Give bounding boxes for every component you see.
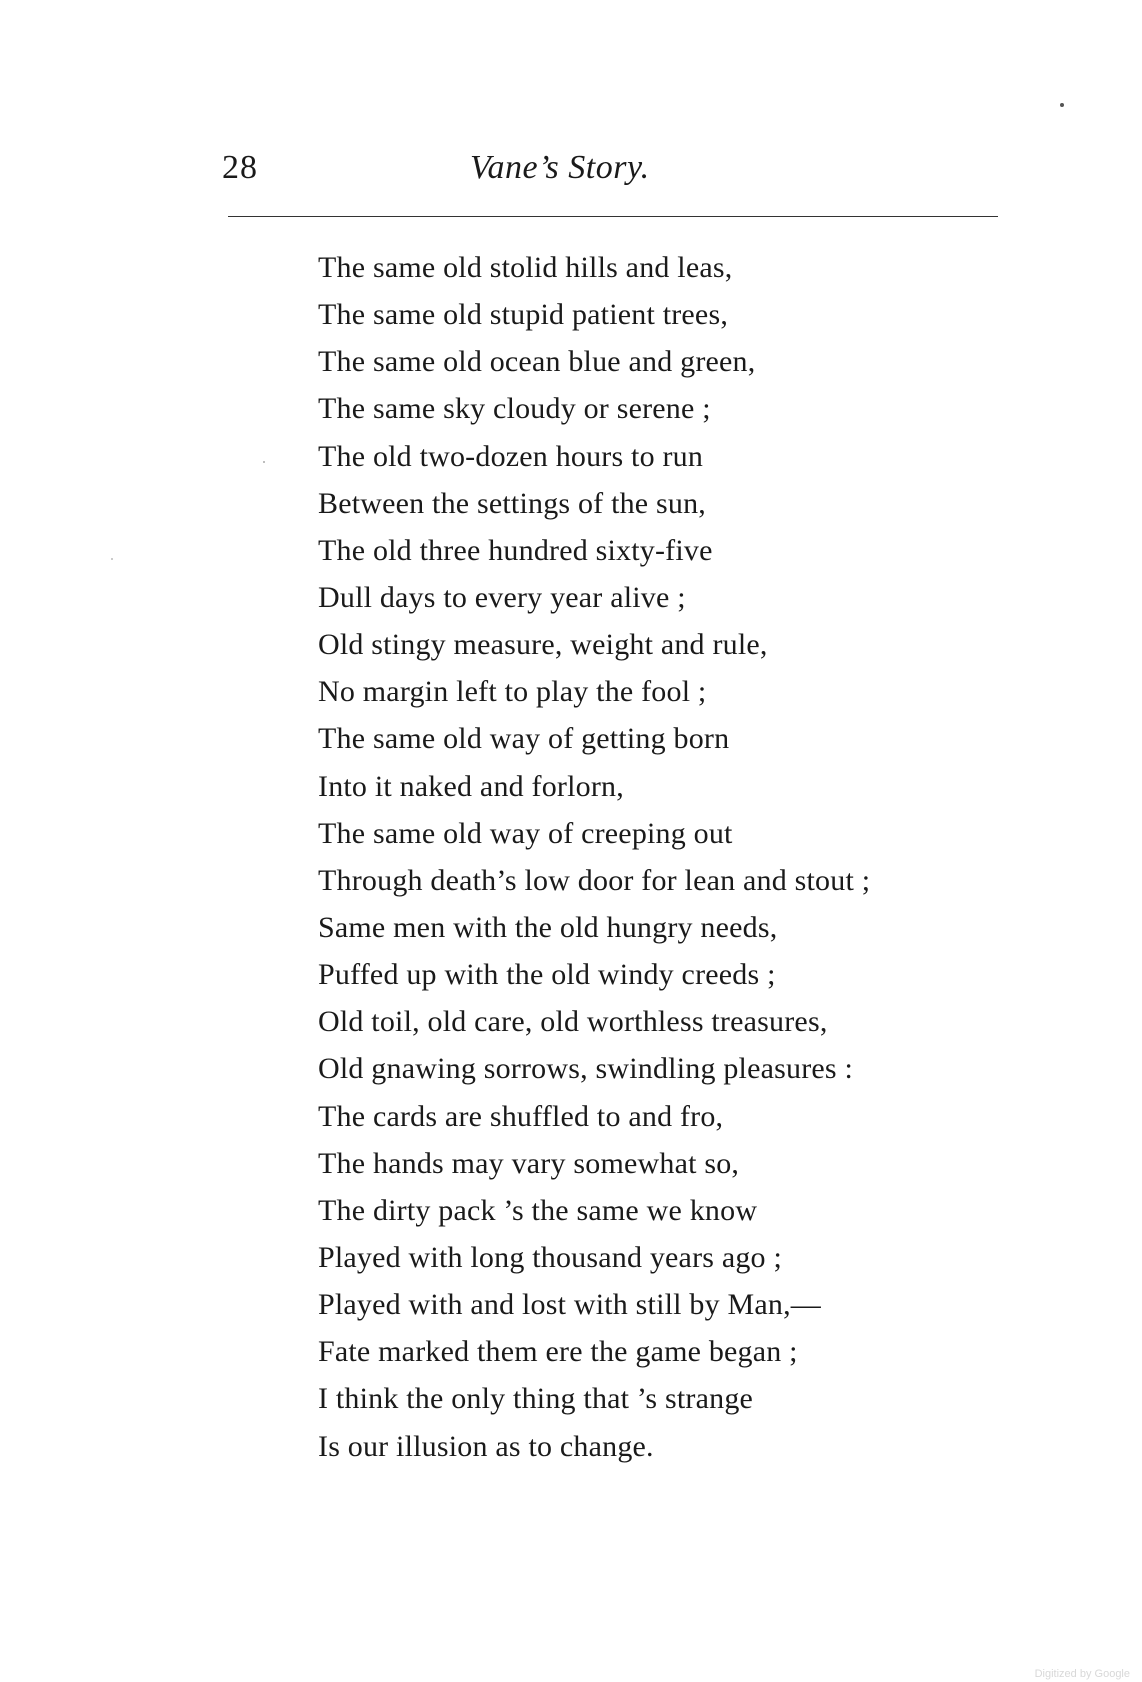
watermark: Digitized by Google xyxy=(1034,1668,1130,1680)
poem-line: The old three hundred sixty-five xyxy=(318,533,713,567)
poem-line: Between the settings of the sun, xyxy=(318,486,706,520)
poem-line: I think the only thing that ’s strange xyxy=(318,1382,754,1416)
poem-line: Through death’s low door for lean and stout ; xyxy=(318,863,871,897)
poem-line: The same old way of creeping out xyxy=(318,816,733,850)
poem-line: Fate marked them ere the game began ; xyxy=(318,1335,798,1369)
poem-line: Old toil, old care, old worthless treasures, xyxy=(318,1005,828,1039)
poem-line: The same old ocean blue and green, xyxy=(318,345,756,379)
poem-body xyxy=(318,244,1018,1470)
poem-line: Dull days to every year alive ; xyxy=(318,580,686,614)
poem-line: Is our illusion as to change. xyxy=(318,1429,654,1463)
poem-line: The same old stolid hills and leas, xyxy=(318,251,733,284)
scan-speck xyxy=(1060,103,1064,107)
poem-line: Puffed up with the old windy creeds ; xyxy=(318,958,776,992)
poem-line: Played with and lost with still by Man,— xyxy=(318,1288,821,1322)
poem-line: The same sky cloudy or serene ; xyxy=(318,392,711,426)
poem-line: The same old way of getting born xyxy=(318,722,730,756)
poem-line: The dirty pack ’s the same we know xyxy=(318,1193,758,1227)
header-rule xyxy=(228,216,998,217)
poem-line: The hands may vary somewhat so, xyxy=(318,1146,740,1180)
poem-line: Old gnawing sorrows, swindling pleasures : xyxy=(318,1052,854,1086)
scan-speck xyxy=(111,558,113,560)
poem-line: Same men with the old hungry needs, xyxy=(318,910,778,944)
scan-speck xyxy=(263,461,265,463)
poem-line: The same old stupid patient trees, xyxy=(318,298,729,332)
poem-line: The cards are shuffled to and fro, xyxy=(318,1099,724,1133)
poem-line: Played with long thousand years ago ; xyxy=(318,1240,782,1274)
page-number: 28 xyxy=(222,149,258,186)
poem-line: Into it naked and forlorn, xyxy=(318,769,624,803)
poem-line: No margin left to play the fool ; xyxy=(318,675,707,709)
running-title: Vane’s Story. xyxy=(470,149,650,186)
poem-line: The old two-dozen hours to run xyxy=(318,439,704,473)
poem-line: Old stingy measure, weight and rule, xyxy=(318,628,768,662)
